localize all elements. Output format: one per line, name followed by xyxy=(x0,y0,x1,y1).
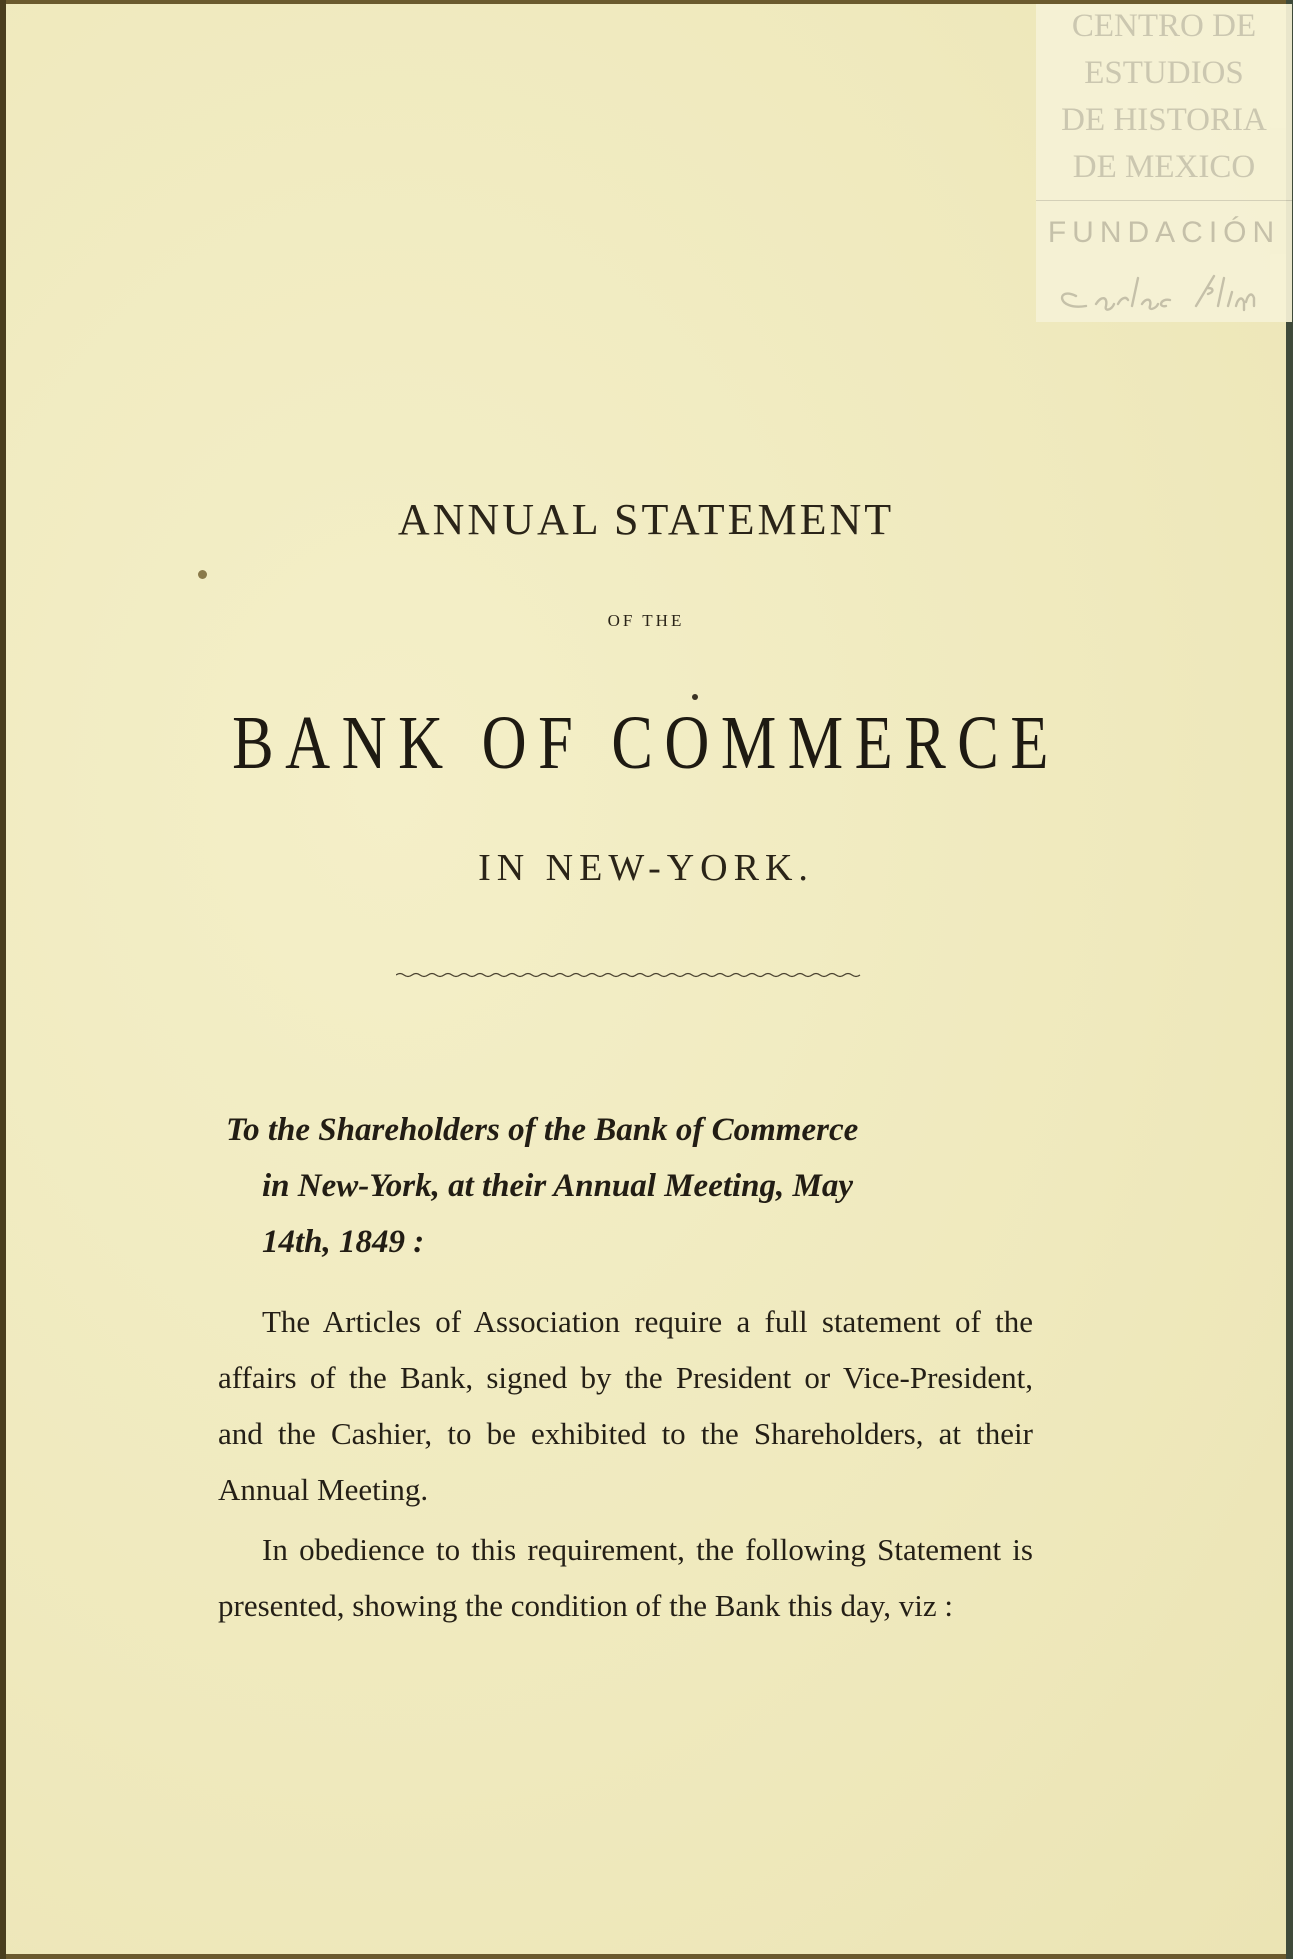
stamp-signature xyxy=(1036,266,1292,316)
document-page xyxy=(6,4,1286,1954)
title-bank-name: BANK OF COMMERCE xyxy=(232,701,1060,785)
stamp-line-3: DE HISTORIA xyxy=(1061,102,1267,138)
library-stamp xyxy=(1036,4,1292,322)
salutation-line-1: To the Shareholders of the Bank of Commerce xyxy=(226,1112,859,1148)
paper-spot xyxy=(692,694,698,700)
paper-spot xyxy=(198,570,207,579)
decorative-wavy-rule xyxy=(396,970,866,980)
stamp-divider xyxy=(1036,200,1292,201)
paragraph-articles: The Articles of Association require a full statement of the affairs of the Bank, signed by the President or Vice-President, and the Cashier, to be exhibited to the Shareholders, at their Annual Meeting. xyxy=(218,1304,1033,1507)
stamp-line-1: CENTRO DE xyxy=(1071,8,1257,44)
paragraph-obedience: In obedience to this requirement, the following Statement is presented, showing the condition of the Bank this day, viz : xyxy=(218,1532,1033,1623)
title-annual-statement: ANNUAL STATEMENT xyxy=(397,495,895,544)
title-location: IN NEW-YORK. xyxy=(478,847,814,889)
stamp-line-2: ESTUDIOS xyxy=(1084,55,1244,91)
salutation-line-3: 14th, 1849 : xyxy=(262,1224,425,1260)
stamp-line-4: DE MEXICO xyxy=(1072,149,1256,185)
salutation-line-2: in New-York, at their Annual Meeting, May xyxy=(262,1168,854,1204)
salutation xyxy=(226,1102,1046,1270)
title-of-the: OF THE xyxy=(607,611,685,630)
stamp-foundation: FUNDACIÓN xyxy=(1047,216,1281,249)
